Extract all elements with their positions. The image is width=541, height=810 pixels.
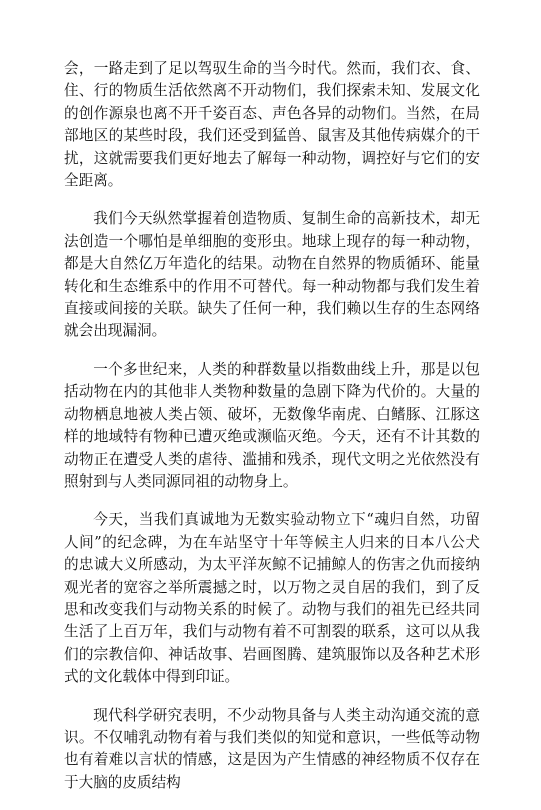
paragraph-4: 今天，当我们真诚地为无数实验动物立下“魂归自然，功留人间”的纪念碑，为在车站坚守十年等候主人归来的日本八公犬的忠诚大义所感动，为太平洋灰鲸不记捕鲸人的伤害之仇而接纳观光者的宽容之举所震撼之时，以万物之灵自居的我们，到了反思和改变我们与动物关系的时候了。动物与我们的祖先已经共同生活了上百万年，我们与动物有着不可割裂的联系，这可以从我们的宗教信仰、神话故事、岩画图腾、建筑服饰以及各种艺术形式的文化载体中得到印证。 xyxy=(64,511,480,686)
paragraph-1: 会，一路走到了足以驾驭生命的当今时代。然而，我们衣、食、住、行的物质生活依然离不开动物们，我们探索未知、发展文化的创作源泉也离不开千姿百态、声色各异的动物们。当然，在局部地区的某些时段，我们还受到猛兽、鼠害及其他传病媒介的干扰，这就需要我们更好地去了解每一种动物，调控好与它们的安全距离。 xyxy=(64,60,480,190)
paragraph-5: 现代科学研究表明，不少动物具备与人类主动沟通交流的意识。不仅哺乳动物有着与我们类似的知觉和意识，一些低等动物也有着难以言状的情感，这是因为产生情感的神经物质不仅存在于大脑的皮质结构 xyxy=(64,706,480,791)
paragraph-2: 我们今天纵然掌握着创造物质、复制生命的高新技术，却无法创造一个哪怕是单细胞的变形虫。地球上现存的每一种动物，都是大自然亿万年造化的结果。动物在自然界的物质循环、能量转化和生态维系中的作用不可替代。每一种动物都与我们发生着直接或间接的关联。缺失了任何一种，我们赖以生存的生态网络就会出现漏洞。 xyxy=(64,210,480,340)
document-body xyxy=(64,58,480,810)
paragraph-3: 一个多世纪来，人类的种群数量以指数曲线上升，那是以包括动物在内的其他非人类物种数量的急剧下降为代价的。大量的动物栖息地被人类占领、破坏，无数像华南虎、白鳍豚、江豚这样的地域特有物种已遭灭绝或濒临灭绝。今天，还有不计其数的动物正在遭受人类的虐待、滥捕和残杀，现代文明之光依然没有照射到与人类同源同祖的动物身上。 xyxy=(64,360,480,490)
